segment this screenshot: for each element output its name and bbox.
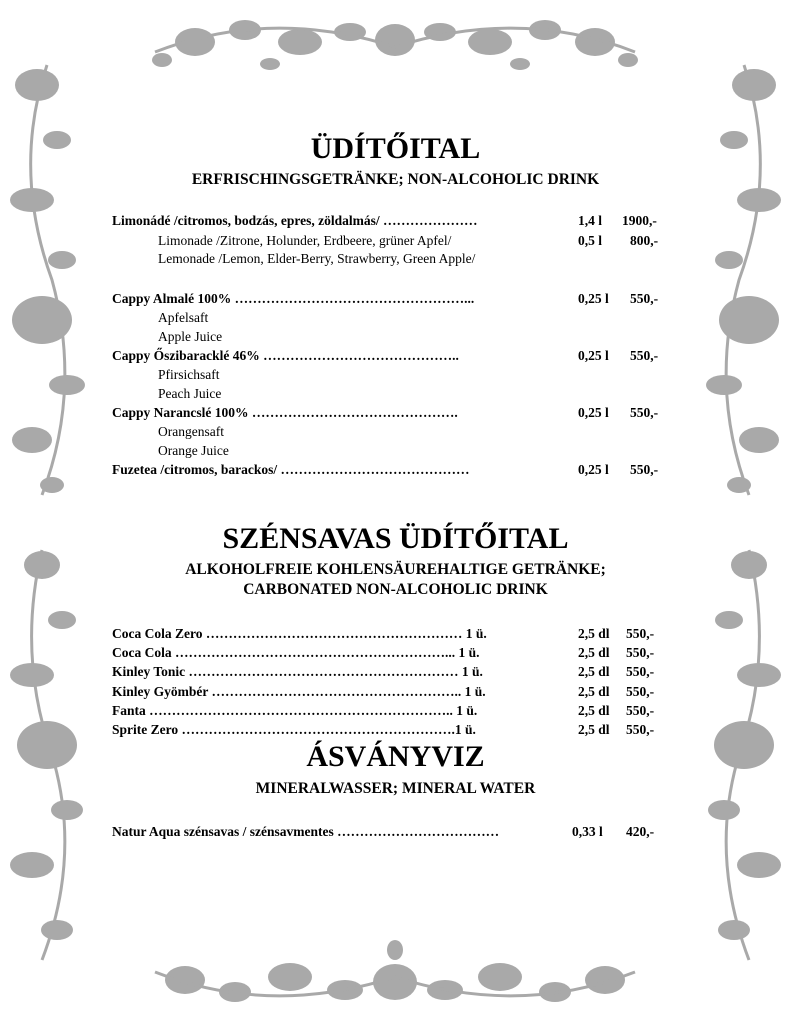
menu-item-price: 550,-: [630, 348, 659, 363]
menu-item-sub: Apfelsaft: [158, 310, 209, 325]
menu-item-price: 1900,-: [622, 213, 657, 228]
menu-item-price: 550,-: [626, 626, 655, 641]
menu-item-price: 550,-: [626, 703, 655, 718]
menu-item-price: 550,-: [630, 405, 659, 420]
menu-item-qty: 2,5 dl: [578, 703, 610, 718]
menu-item-qty2: 0,5 l: [578, 233, 603, 248]
menu-item-name: Coca Cola ……………………………………………………... 1 ü.: [112, 645, 480, 660]
menu-item-name: Natur Aqua szénsavas / szénsavmentes ………………………………: [112, 824, 500, 839]
menu-item-name: Coca Cola Zero ………………………………………………… 1 ü.: [112, 626, 487, 641]
menu-item-qty: 2,5 dl: [578, 626, 610, 641]
menu-item-price: 550,-: [630, 291, 659, 306]
menu-item-price: 550,-: [626, 684, 655, 699]
menu-item-name: Sprite Zero …………………………………………………….1 ü.: [112, 722, 476, 737]
section3-title: ÁSVÁNYVIZ: [306, 740, 485, 773]
menu-item-name: Kinley Tonic …………………………………………………… 1 ü.: [112, 664, 483, 679]
menu-item-name: Cappy Narancslé 100% ……………………………………….: [112, 405, 458, 420]
section1-title: ÜDÍTŐITAL: [310, 132, 481, 165]
menu-item-qty: 2,5 dl: [578, 645, 610, 660]
section2-subtitle-2: CARBONATED NON-ALCOHOLIC DRINK: [243, 581, 548, 598]
bottom-floral-border: [150, 932, 640, 1022]
menu-item-sub: Apple Juice: [158, 329, 223, 344]
menu-item-qty: 0,25 l: [578, 462, 609, 477]
menu-item-name: Fuzetea /citromos, barackos/ ……………………………………: [112, 462, 470, 477]
menu-item-name: Fanta ………………………………………………………….. 1 ü.: [112, 703, 478, 718]
menu-item-name: Cappy Almalé 100% ……………………………………………...: [112, 291, 475, 306]
menu-item-name: Kinley Gyömbér ……………………………………………….. 1 ü.: [112, 684, 486, 699]
menu-item-qty: 2,5 dl: [578, 664, 610, 679]
menu-item-name: Limonádé /citromos, bodzás, epres, zöldalmás/ …………………: [112, 213, 478, 228]
menu-item-price: 420,-: [626, 824, 655, 839]
menu-item-price: 550,-: [626, 664, 655, 679]
menu-item-price: 550,-: [626, 722, 655, 737]
top-floral-border: [150, 2, 640, 82]
menu-item-sub: Pfirsichsaft: [158, 367, 220, 382]
menu-item-price: 550,-: [626, 645, 655, 660]
menu-item-qty: 0,25 l: [578, 291, 609, 306]
menu-item-sub: Orange Juice: [158, 443, 229, 458]
menu-item-sub: Orangensaft: [158, 424, 224, 439]
menu-item-qty: 0,25 l: [578, 348, 609, 363]
menu-item-sub: Limonade /Zitrone, Holunder, Erdbeere, grüner Apfel/: [158, 233, 452, 248]
menu-item-qty: 0,33 l: [572, 824, 603, 839]
menu-item-qty: 1,4 l: [578, 213, 603, 228]
menu-item-sub: Lemonade /Lemon, Elder-Berry, Strawberry, Green Apple/: [158, 251, 476, 266]
menu-item-name: Cappy Őszibaracklé 46% ……………………………………..: [112, 348, 459, 363]
section2-subtitle-1: ALKOHOLFREIE KOHLENSÄUREHALTIGE GETRÄNKE;: [185, 561, 606, 578]
menu-item-price: 550,-: [630, 462, 659, 477]
menu-item-qty: 0,25 l: [578, 405, 609, 420]
section1-subtitle: ERFRISCHINGSGETRÄNKE; NON-ALCOHOLIC DRINK: [191, 171, 600, 188]
right-top-floral-border: [699, 60, 789, 500]
section3-subtitle: MINERALWASSER; MINERAL WATER: [255, 780, 536, 797]
menu-item-qty: 2,5 dl: [578, 722, 610, 737]
section2-title: SZÉNSAVAS ÜDÍTŐITAL: [222, 522, 569, 555]
menu-item-sub: Peach Juice: [158, 386, 222, 401]
menu-item-qty: 2,5 dl: [578, 684, 610, 699]
menu-item-price2: 800,-: [630, 233, 659, 248]
left-top-floral-border: [2, 60, 92, 500]
